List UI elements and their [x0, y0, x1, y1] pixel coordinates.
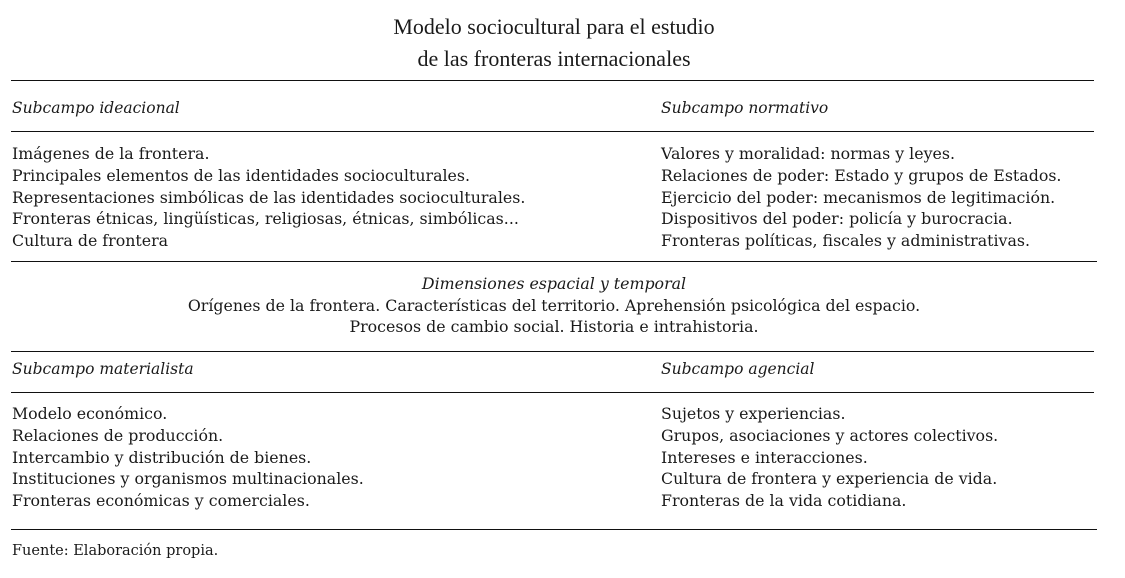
- heading-dimensiones: Dimensiones espacial y temporal: [421, 274, 687, 293]
- list-agencial: [661, 403, 998, 512]
- heading-subcampo-ideacional: Subcampo ideacional: [12, 99, 180, 117]
- list-item: Sujetos y experiencias.: [661, 404, 846, 423]
- list-item: Grupos, asociaciones y actores colectivos.: [661, 425, 999, 445]
- list-item: Ejercicio del poder: mecanismos de legitimación.: [661, 187, 1056, 207]
- list-item: Fronteras económicas y comerciales.: [12, 491, 310, 511]
- list-item: Fronteras políticas, fiscales y administrativas.: [661, 231, 1030, 251]
- middle-rule-top: [11, 261, 1097, 262]
- bottom-rule: [11, 529, 1097, 530]
- list-item: Fronteras étnicas, lingüísticas, religiosas, étnicas, simbólicas...: [12, 209, 519, 229]
- header-rule-top: [11, 131, 1094, 132]
- middle-rule-bottom: [11, 351, 1094, 352]
- list-item: Relaciones de producción.: [12, 425, 224, 445]
- list-item: Cultura de frontera y experiencia de vida.: [661, 469, 998, 489]
- list-item: Intereses e interacciones.: [661, 447, 868, 467]
- list-item: Cultura de frontera: [12, 231, 169, 251]
- list-item: Modelo económico.: [12, 404, 168, 423]
- list-normativo: [661, 143, 1061, 252]
- heading-subcampo-agencial: Subcampo agencial: [661, 360, 815, 378]
- table-title-line-2: de las fronteras internacionales: [417, 46, 691, 71]
- header-rule-bottom: [11, 392, 1094, 393]
- heading-subcampo-normativo: Subcampo normativo: [661, 99, 829, 117]
- list-item: Valores y moralidad: normas y leyes.: [661, 144, 955, 163]
- list-item: Relaciones de poder: Estado y grupos de Estados.: [661, 165, 1062, 185]
- list-item: Principales elementos de las identidades socioculturales.: [12, 165, 471, 185]
- list-item: Intercambio y distribución de bienes.: [12, 447, 312, 467]
- top-rule: [11, 80, 1094, 81]
- heading-subcampo-materialista: Subcampo materialista: [12, 360, 194, 378]
- dimensiones-line-1: Orígenes de la frontera. Características del territorio. Aprehensión psicológica del espacio.: [187, 295, 921, 315]
- list-item: Imágenes de la frontera.: [12, 144, 210, 163]
- list-item: Dispositivos del poder: policía y burocracia.: [661, 209, 1013, 229]
- dimensiones-block: [0, 273, 1108, 338]
- list-materialista: [12, 403, 364, 512]
- list-item: Representaciones simbólicas de las identidades socioculturales.: [12, 187, 526, 207]
- dimensiones-line-2: Procesos de cambio social. Historia e intrahistoria.: [349, 317, 759, 336]
- list-item: Fronteras de la vida cotidiana.: [661, 491, 907, 511]
- table-title-line-1: Modelo sociocultural para el estudio: [393, 14, 715, 39]
- list-ideacional: [12, 143, 525, 252]
- source-note: Fuente: Elaboración propia.: [12, 543, 219, 559]
- list-item: Instituciones y organismos multinacionales.: [12, 469, 364, 489]
